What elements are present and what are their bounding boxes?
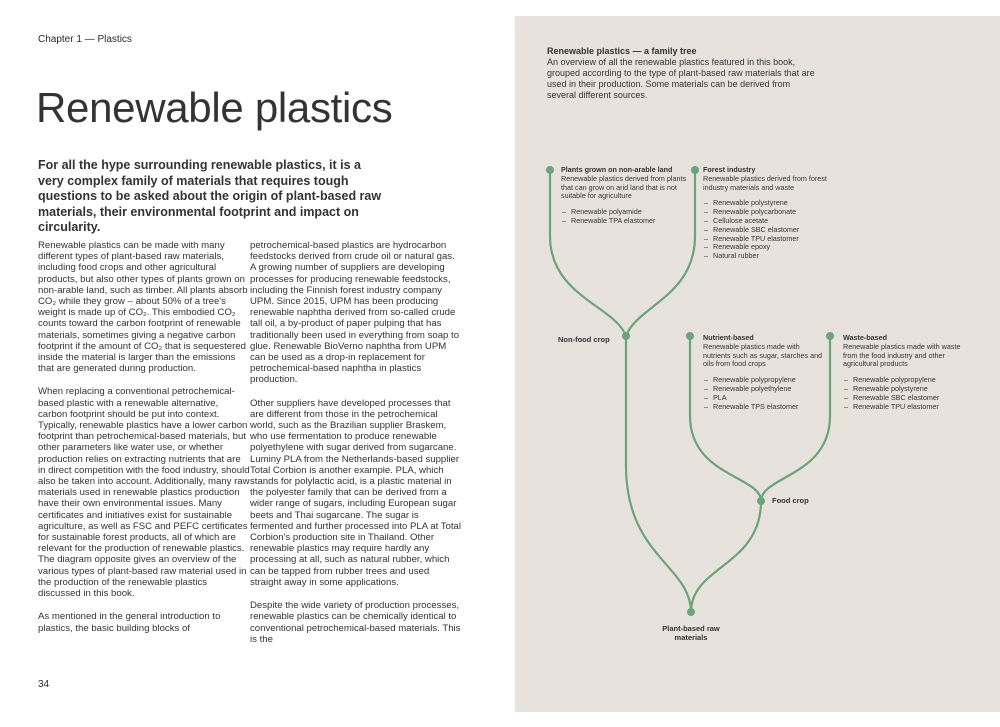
list-item: – Renewable polyamide	[561, 208, 691, 217]
branch-label-food: Food crop	[772, 496, 809, 505]
node-dot-nutrient	[686, 332, 694, 340]
list-item: – Renewable polypropylene	[843, 376, 968, 385]
list-item: – Renewable TPU elastomer	[703, 235, 833, 244]
node-item-list	[703, 199, 833, 261]
tree-branch-food	[691, 501, 761, 612]
node-waste	[843, 334, 968, 411]
legend-text: An overview of all the renewable plastics featured in this book, grouped according to the type of plant-based raw materials that are used in their production. Some materials can be derived from several different sources.	[547, 57, 815, 100]
list-item: – Renewable polystyrene	[843, 385, 968, 394]
tree-branch-nonfood	[626, 336, 691, 612]
paragraph: When replacing a conventional petrochemical-based plastic with a renewable alternative, carbon footprint should be put into context. Typically, renewable plastics have a lower carbon footprint than petrochemical-based materials, but other parameters like water use, or whether production relies on extracting nutrients that are in direct competition with the food industry, should also be taken into account. Additionally, many raw materials used in renewable plastics production have their own environmental issues. Many certificates and initiatives exist for sustainable agriculture, as well as FSC and PEFC certificates for sustainable forest products, all of which are relevant for the production of renewable plastics. The diagram opposite gives an overview of the various types of plant-based raw material used in the production of the renewable plastics discussed in this book.	[38, 386, 250, 600]
legend-title: Renewable plastics — a family tree	[547, 46, 697, 56]
branch-label-root: Plant-based raw materials	[662, 624, 720, 642]
list-item: – Renewable TPA elastomer	[561, 217, 691, 226]
node-description: Renewable plastics made with nutrients such as sugar, starches and oils from food crops	[703, 341, 823, 369]
node-dot-food	[757, 497, 765, 505]
node-nonarable	[561, 166, 691, 226]
list-item: – Renewable TPS elastomer	[703, 403, 828, 412]
list-item: – Cellulose acetate	[703, 217, 833, 226]
node-title: Waste-based	[843, 333, 888, 342]
node-title: Plants grown on non-arable land	[561, 165, 673, 174]
text-column-1	[38, 240, 250, 646]
branch-label-nonfood: Non-food crop	[558, 335, 610, 344]
paragraph: petrochemical-based plastics are hydrocarbon feedstocks derived from crude oil or natural gas. A growing number of suppliers are developing processes for producing renewable feedstocks, including the Finnish forest industry company UPM. Since 2015, UPM has been producing renewable naphtha derived from so-called crude tall oil, a by-product of paper pulping that has traditionally been used in everything from soap to glue. Renewable BioVerno naphtha from UPM can be used as a drop-in replacement for petrochemical-based naphtha in plastics production.	[250, 240, 460, 386]
list-item: – Renewable TPU elastomer	[843, 403, 968, 412]
paragraph: As mentioned in the general introduction to plastics, the basic building blocks of	[38, 611, 221, 634]
node-item-list	[561, 208, 691, 226]
node-description: Renewable plastics derived from plants that can grow on arid land that is not suitable for agriculture	[561, 173, 687, 201]
list-item: – Renewable SBC elastomer	[703, 226, 833, 235]
list-item: – Renewable epoxy	[703, 243, 833, 252]
node-forest	[703, 166, 833, 261]
node-dot-nonarable	[546, 166, 554, 174]
right-page-diagram	[515, 16, 1000, 712]
chapter-header: Chapter 1 — Plastics	[38, 34, 132, 45]
list-item: – Renewable polycarbonate	[703, 208, 833, 217]
page-title: Renewable plastics	[36, 84, 393, 131]
list-item: – Renewable polyethylene	[703, 385, 828, 394]
list-item: – Renewable polypropylene	[703, 376, 828, 385]
node-description: Renewable plastics derived from forest industry materials and waste	[703, 173, 827, 192]
page-number: 34	[38, 679, 50, 690]
node-item-list	[843, 376, 968, 411]
node-title: Forest industry	[703, 165, 756, 174]
node-dot-nonfood	[622, 332, 630, 340]
node-description: Renewable plastics made with waste from the food industry and other agricultural products	[843, 341, 961, 369]
list-item: – Renewable polystyrene	[703, 199, 833, 208]
list-item: – Natural rubber	[703, 252, 833, 261]
intro-paragraph: For all the hype surrounding renewable plastics, it is a very complex family of materials that requires tough questions to be asked about the origin of plant-based raw materials, their environmental footprint and impact on circularity.	[38, 158, 382, 234]
node-dot-forest	[691, 166, 699, 174]
paragraph: Despite the wide variety of production processes, renewable plastics can be chemically identical to conventional petrochemical-based materials. This is the	[250, 600, 461, 645]
paragraph: Renewable plastics can be made with many different types of plant-based raw materials, including food crops and other agricultural products, but also other types of plants grown on non-arable land, such as timber. All plants absorb CO₂ while they grow – about 50% of a tree's weight is made up of CO₂. This embodied CO₂ counts toward the carbon footprint of renewable materials, sometimes giving a negative carbon footprint if the amount of CO₂ that is sequestered inside the material is larger than the emissions that are generated during production.	[38, 240, 248, 375]
paragraph: Other suppliers have developed processes that are different from those in the petrochemical world, such as the Brazilian supplier Braskem, who use fermentation to produce renewable polyethylene with sugar derived from sugarcane. Luminy PLA from the Netherlands-based supplier Total Corbion is another example. PLA, which stands for polylactic acid, is a plastic material in the polyester family that can be derived from a wider range of sugars, including European sugar beets and Thai sugarcane. The sugar is fermented and further processed into PLA at Total Corbion's production site in Thailand. Other renewable plastics may require hardly any processing at all, such as natural rubber, which can be tapped from rubber trees and used straight away in some applications.	[250, 397, 462, 588]
list-item: – PLA	[703, 394, 828, 403]
node-nutrient	[703, 334, 828, 411]
node-title: Nutrient-based	[703, 333, 754, 342]
node-dot-root	[687, 608, 695, 616]
list-item: – Renewable SBC elastomer	[843, 394, 968, 403]
text-column-2	[250, 240, 462, 657]
node-item-list	[703, 376, 828, 411]
